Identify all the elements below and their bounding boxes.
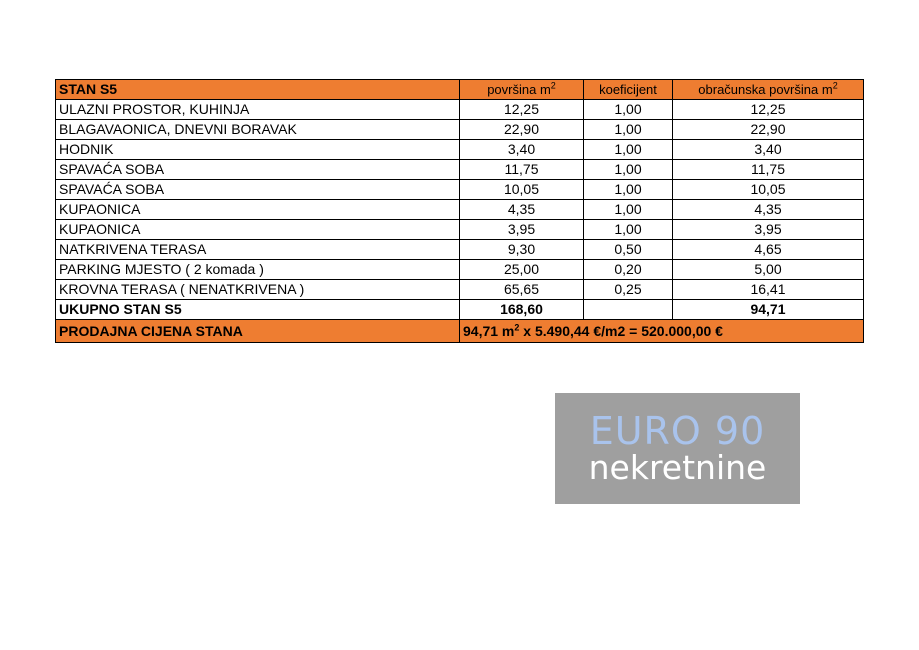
table-row — [56, 180, 864, 200]
room-area: 25,00 — [460, 260, 584, 280]
room-name: PARKING MJESTO ( 2 komada ) — [56, 260, 460, 280]
table-row — [56, 240, 864, 260]
header-coefficient: koeficijent — [584, 80, 673, 100]
apartment-title: STAN S5 — [56, 80, 460, 100]
room-area: 3,40 — [460, 140, 584, 160]
total-label: UKUPNO STAN S5 — [56, 300, 460, 320]
room-area: 10,05 — [460, 180, 584, 200]
room-calculated-area: 16,41 — [673, 280, 864, 300]
room-calculated-area: 5,00 — [673, 260, 864, 280]
table-row — [56, 260, 864, 280]
room-coefficient: 1,00 — [584, 120, 673, 140]
table-row — [56, 220, 864, 240]
room-name: ULAZNI PROSTOR, KUHINJA — [56, 100, 460, 120]
room-name: KUPAONICA — [56, 200, 460, 220]
room-coefficient: 0,50 — [584, 240, 673, 260]
header-calculated-area: obračunska površina $m^2$ — [673, 80, 864, 100]
total-row — [56, 300, 864, 320]
room-calculated-area: 4,35 — [673, 200, 864, 220]
room-name: SPAVAĆA SOBA — [56, 180, 460, 200]
room-coefficient: 1,00 — [584, 180, 673, 200]
table-row — [56, 280, 864, 300]
room-name: SPAVAĆA SOBA — [56, 160, 460, 180]
room-calculated-area: 4,65 — [673, 240, 864, 260]
room-coefficient: 1,00 — [584, 200, 673, 220]
euro90-logo — [555, 393, 800, 504]
logo-subtitle: nekretnine — [588, 448, 767, 487]
table-row — [56, 120, 864, 140]
room-area: 65,65 — [460, 280, 584, 300]
room-coefficient: 1,00 — [584, 160, 673, 180]
room-coefficient: 0,20 — [584, 260, 673, 280]
table-row — [56, 140, 864, 160]
price-row — [56, 320, 864, 343]
total-coefficient — [584, 300, 673, 320]
apartment-area-table — [55, 79, 864, 343]
total-area: 168,60 — [460, 300, 584, 320]
room-name: KROVNA TERASA ( NENATKRIVENA ) — [56, 280, 460, 300]
price-label: PRODAJNA CIJENA STANA — [56, 320, 460, 343]
table-row — [56, 100, 864, 120]
logo-brand-name: EURO 90 — [589, 409, 766, 453]
room-name: BLAGAVAONICA, DNEVNI BORAVAK — [56, 120, 460, 140]
room-calculated-area: 10,05 — [673, 180, 864, 200]
table-header-row — [56, 80, 864, 100]
room-calculated-area: 3,95 — [673, 220, 864, 240]
header-area: površina $m^2$ — [460, 80, 584, 100]
table-row — [56, 200, 864, 220]
room-area: 12,25 — [460, 100, 584, 120]
room-calculated-area: 12,25 — [673, 100, 864, 120]
room-area: 11,75 — [460, 160, 584, 180]
room-coefficient: 1,00 — [584, 220, 673, 240]
room-coefficient: 1,00 — [584, 140, 673, 160]
room-area: 3,95 — [460, 220, 584, 240]
room-name: NATKRIVENA TERASA — [56, 240, 460, 260]
room-area: 4,35 — [460, 200, 584, 220]
room-area: 22,90 — [460, 120, 584, 140]
room-coefficient: 0,25 — [584, 280, 673, 300]
room-name: HODNIK — [56, 140, 460, 160]
table-row — [56, 160, 864, 180]
room-area: 9,30 — [460, 240, 584, 260]
room-coefficient: 1,00 — [584, 100, 673, 120]
total-calculated-area: 94,71 — [673, 300, 864, 320]
room-calculated-area: 11,75 — [673, 160, 864, 180]
price-formula: 94,71 $m^2$ x 5.490,44 €/m2 = 520.000,00 € — [460, 320, 864, 343]
room-calculated-area: 3,40 — [673, 140, 864, 160]
room-name: KUPAONICA — [56, 220, 460, 240]
room-calculated-area: 22,90 — [673, 120, 864, 140]
